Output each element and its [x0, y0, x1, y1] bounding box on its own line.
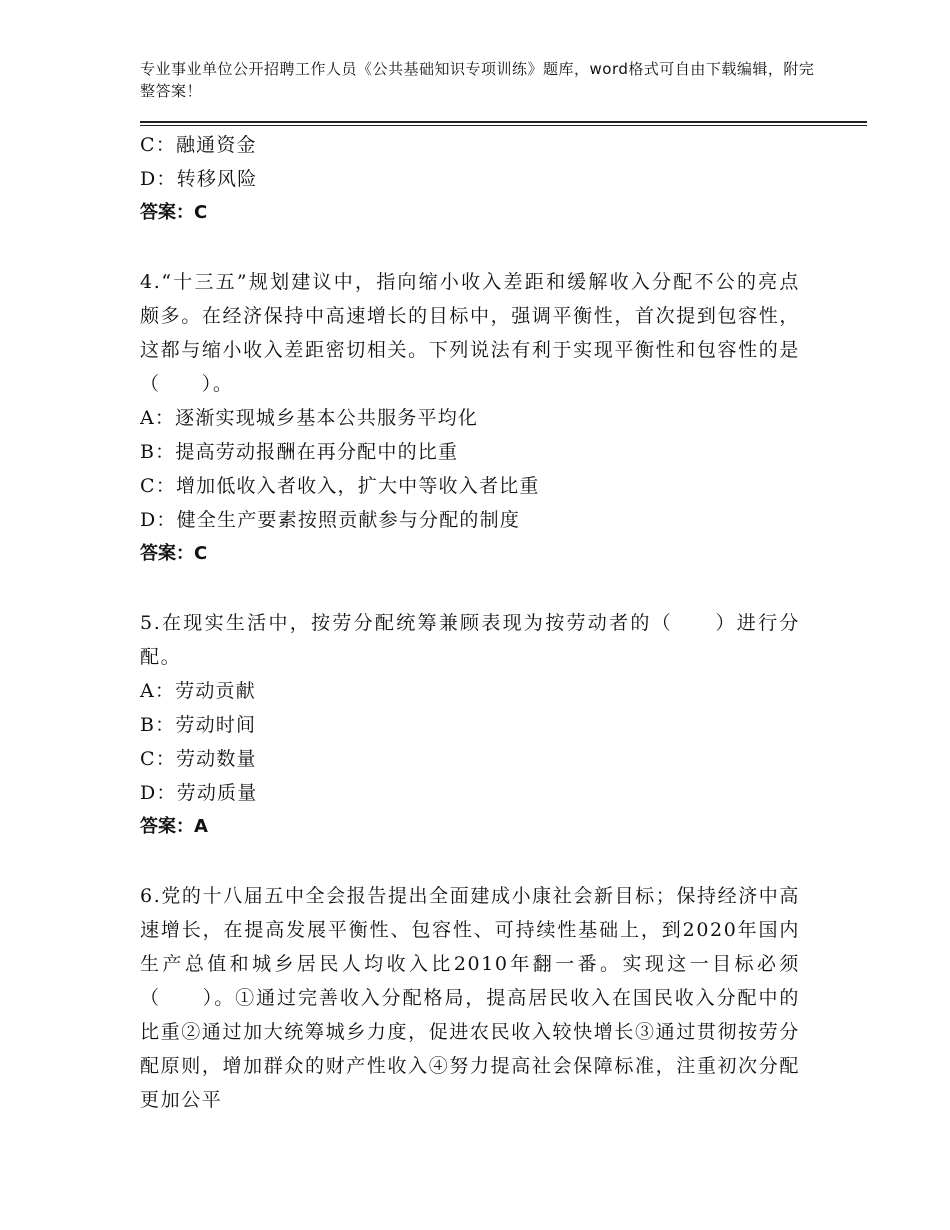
option-d: D：转移风险 — [140, 168, 258, 190]
question-stem: 5.在现实生活中，按劳分配统筹兼顾表现为按劳动者的（ ）进行分配。 — [140, 612, 800, 668]
answer-label: 答案：C — [140, 543, 208, 564]
spacer — [140, 571, 800, 606]
question-block — [140, 879, 800, 1117]
question-stem: 4.“十三五”规划建议中，指向缩小收入差距和缓解收入分配不公的亮点颇多。在经济保持中高速增长的目标中，强调平衡性，首次提到包容性，这都与缩小收入差距密切相关。下列说法有利于实现平衡性和包容性的是（ ）。 — [140, 271, 800, 395]
answer-label: 答案：A — [140, 816, 208, 837]
spacer — [140, 844, 800, 879]
option-d: D：健全生产要素按照贡献参与分配的制度 — [140, 509, 521, 531]
page-header: 专业事业单位公开招聘工作人员《公共基础知识专项训练》题库，word格式可自由下载编辑，附完整答案！ — [140, 60, 815, 100]
header-rule-thin — [140, 125, 867, 126]
question-block — [140, 606, 800, 844]
question-block — [140, 265, 800, 571]
question-content — [140, 128, 800, 1117]
option-c: C：融通资金 — [140, 134, 257, 156]
option-c: C：劳动数量 — [140, 748, 257, 770]
option-b: B：劳动时间 — [140, 714, 257, 736]
header-rule-thick — [140, 121, 867, 123]
option-b: B：提高劳动报酬在再分配中的比重 — [140, 441, 459, 463]
option-a: A：劳动贡献 — [140, 680, 256, 702]
spacer — [140, 230, 800, 265]
option-a: A：逐渐实现城乡基本公共服务平均化 — [140, 407, 479, 429]
option-d: D：劳动质量 — [140, 782, 258, 804]
answer-label: 答案：C — [140, 202, 208, 223]
option-c: C：增加低收入者收入，扩大中等收入者比重 — [140, 475, 540, 497]
question-stem: 6.党的十八届五中全会报告提出全面建成小康社会新目标；保持经济中高速增长，在提高发展平衡性、包容性、可持续性基础上，到2020年国内生产总值和城乡居民人均收入比2010年翻一番。实现这一目标必须（ ）。①通过完善收入分配格局，提高居民收入在国民收入分配中的比重②通过加大统筹城乡力度，促进农民收入较快增长③通过贯彻按劳分配原则，增加群众的财产性收入④努力提高社会保障标准，注重初次分配更加公平 — [140, 885, 800, 1111]
